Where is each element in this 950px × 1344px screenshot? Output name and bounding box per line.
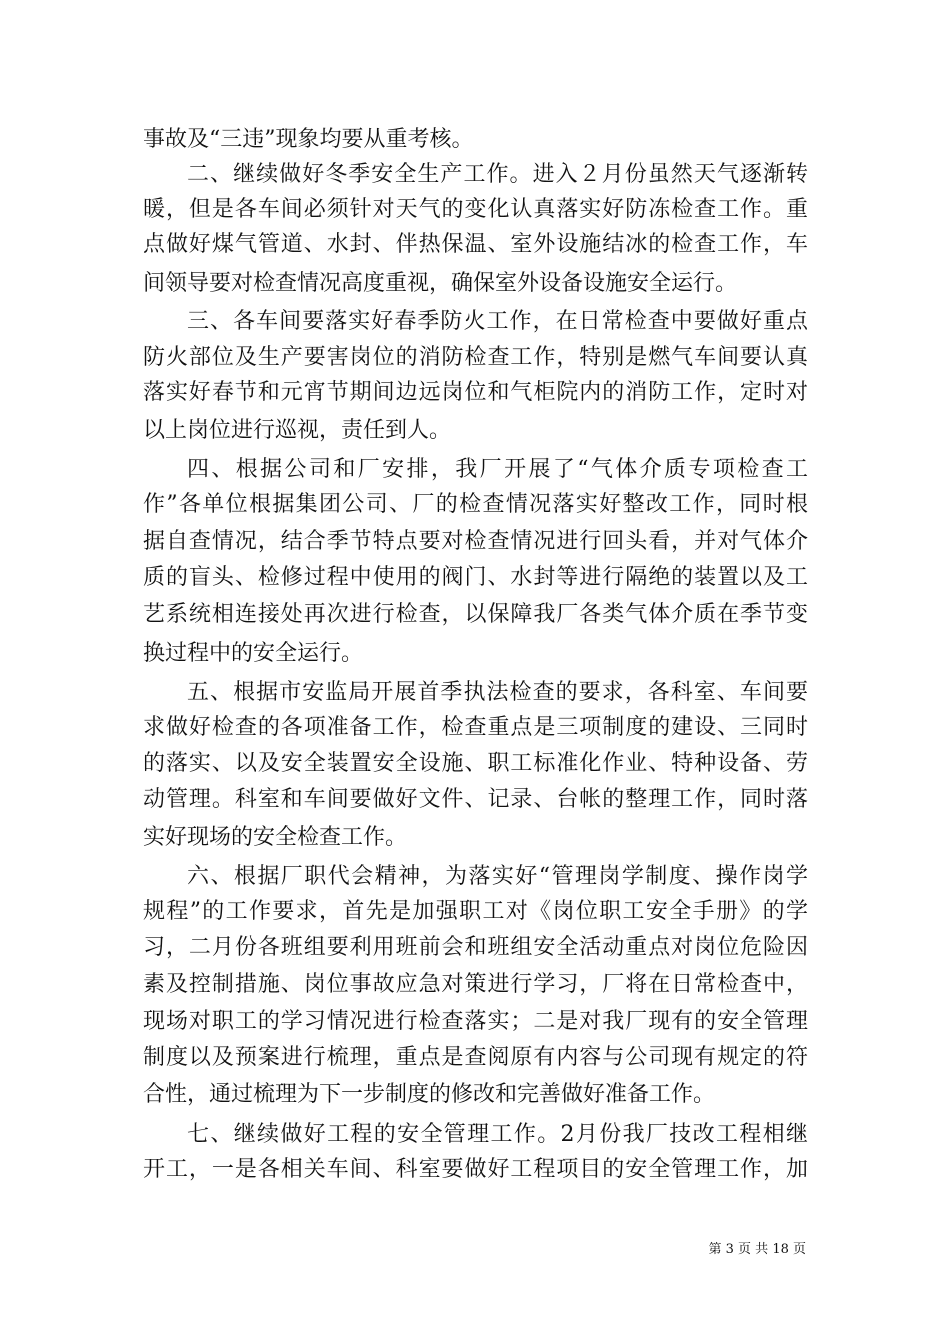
text-line: 实好现场的安全检查工作。 bbox=[143, 825, 408, 850]
text-line: 六、根据厂职代会精神，为落实好“管理岗学制度、操作岗学 bbox=[187, 864, 808, 889]
text-line: 据自查情况，结合季节特点要对检查情况进行回头看，并对气体介 bbox=[143, 529, 808, 554]
text-line: 的落实、以及安全装置安全设施、职工标准化作业、特种设备、劳 bbox=[143, 751, 808, 776]
text-line: 事故及“三违”现象均要从重考核。 bbox=[143, 127, 474, 152]
text-line: 三、各车间要落实好春季防火工作，在日常检查中要做好重点 bbox=[187, 309, 808, 334]
text-line: 艺系统相连接处再次进行检查，以保障我厂各类气体介质在季节变 bbox=[143, 602, 808, 627]
text-line: 制度以及预案进行梳理，重点是查阅原有内容与公司现有规定的符 bbox=[143, 1045, 808, 1070]
text-line: 作”各单位根据集团公司、厂的检查情况落实好整改工作，同时根 bbox=[143, 492, 808, 517]
text-line: 开工，一是各相关车间、科室要做好工程项目的安全管理工作，加 bbox=[143, 1157, 808, 1182]
text-line: 素及控制措施、岗位事故应急对策进行学习，厂将在日常检查中， bbox=[143, 972, 808, 997]
text-line: 四、根据公司和厂安排，我厂开展了“气体介质专项检查工 bbox=[187, 457, 808, 482]
text-line: 以上岗位进行巡视，责任到人。 bbox=[143, 418, 452, 443]
text-line: 点做好煤气管道、水封、伴热保温、室外设施结冰的检查工作，车 bbox=[143, 232, 808, 257]
text-line: 合性，通过梳理为下一步制度的修改和完善做好准备工作。 bbox=[143, 1082, 716, 1107]
text-line: 规程”的工作要求，首先是加强职工对《岗位职工安全手册》的学 bbox=[143, 899, 808, 924]
text-line: 防火部位及生产要害岗位的消防检查工作，特别是燃气车间要认真 bbox=[143, 345, 808, 370]
text-line: 二、继续做好冬季安全生产工作。进入２月份虽然天气逐渐转 bbox=[187, 162, 808, 187]
text-line: 动管理。科室和车间要做好文件、记录、台帐的整理工作，同时落 bbox=[143, 787, 808, 812]
page-number: 第 3 页 共 18 页 bbox=[708, 1242, 806, 1257]
text-line: 质的盲头、检修过程中使用的阀门、水封等进行隔绝的装置以及工 bbox=[143, 565, 808, 590]
text-line: 七、继续做好工程的安全管理工作。2月份我厂技改工程相继 bbox=[187, 1122, 808, 1147]
text-line: 暖，但是各车间必须针对天气的变化认真落实好防冻检查工作。重 bbox=[143, 197, 808, 222]
text-line: 间领导要对检查情况高度重视，确保室外设备设施安全运行。 bbox=[143, 271, 738, 296]
text-line: 现场对职工的学习情况进行检查落实；二是对我厂现有的安全管理 bbox=[143, 1009, 808, 1034]
text-line: 换过程中的安全运行。 bbox=[143, 641, 364, 666]
text-line: 落实好春节和元宵节期间边远岗位和气柜院内的消防工作，定时对 bbox=[143, 380, 808, 405]
text-line: 习，二月份各班组要利用班前会和班组安全活动重点对岗位危险因 bbox=[143, 935, 808, 960]
text-line: 求做好检查的各项准备工作，检查重点是三项制度的建设、三同时 bbox=[143, 715, 808, 740]
text-line: 五、根据市安监局开展首季执法检查的要求，各科室、车间要 bbox=[187, 680, 808, 705]
